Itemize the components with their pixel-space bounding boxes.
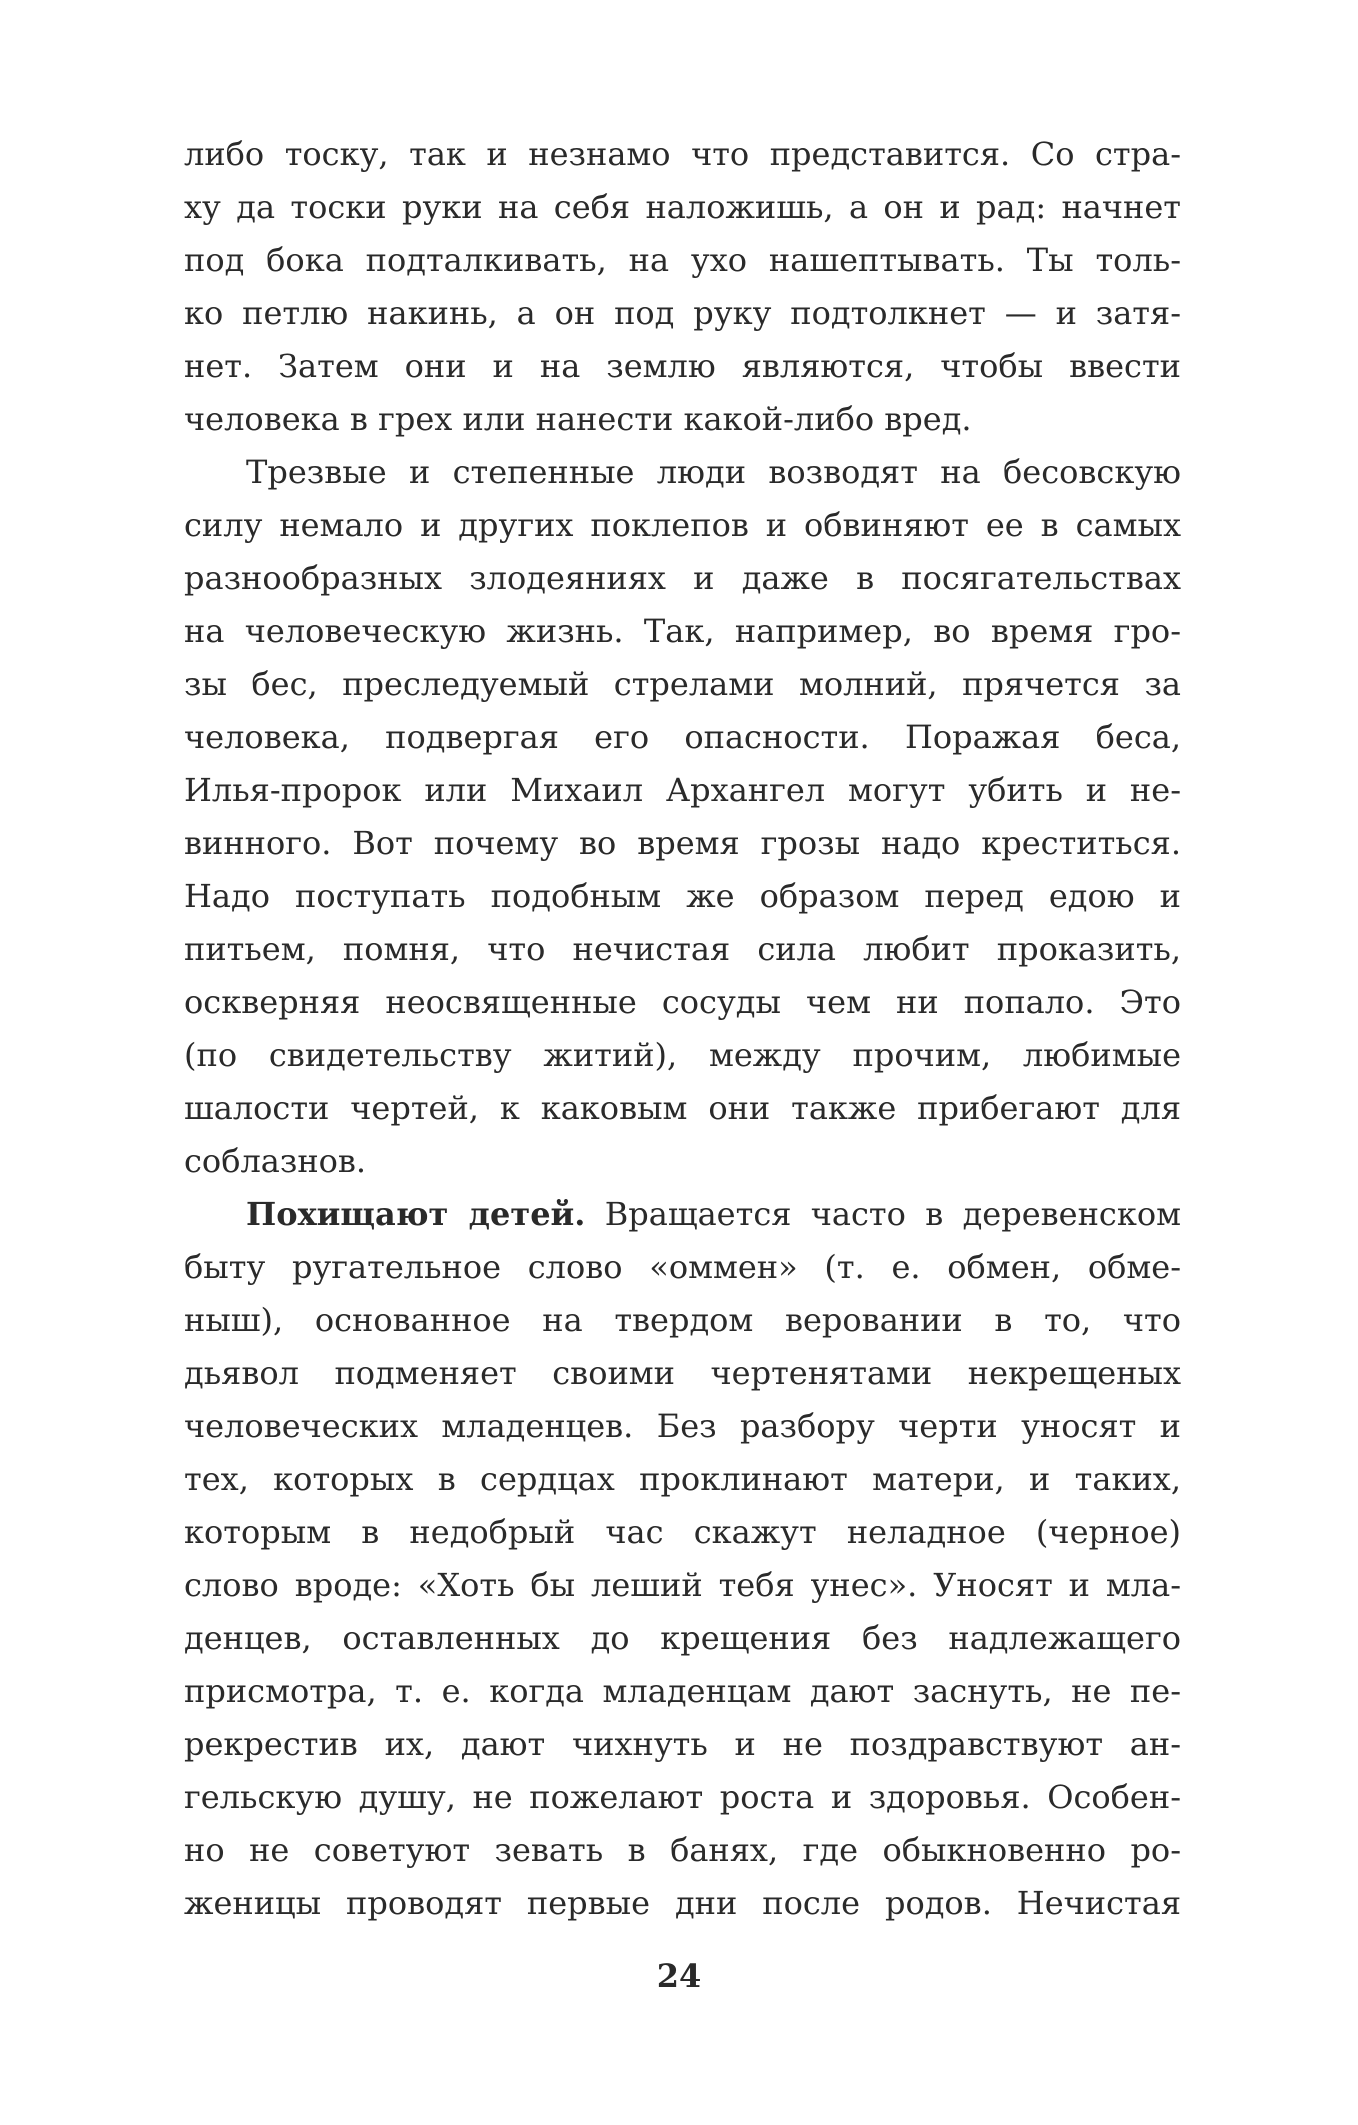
- text-line: силу немало и других поклепов и обвиняют ее в самых: [184, 506, 1181, 544]
- text-line: под бока подталкивать, на ухо нашептывать. Ты толь-: [184, 241, 1181, 279]
- text-line: либо тоску, так и незнамо что представится. Со стра-: [184, 135, 1181, 173]
- text-line: быту ругательное слово «оммен» (т. е. обмен, обме-: [184, 1248, 1181, 1286]
- text-line: ху да тоски руки на себя наложишь, а он и рад: начнет: [184, 188, 1181, 226]
- text-line: соблазнов.: [184, 1142, 367, 1180]
- text-line: оскверняя неосвященные сосуды чем ни попало. Это: [184, 983, 1181, 1021]
- text-line: женицы проводят первые дни после родов. Нечистая: [184, 1884, 1181, 1922]
- text-line: гельскую душу, не пожелают роста и здоровья. Особен-: [184, 1778, 1181, 1816]
- text-line: человеческих младенцев. Без разбору черти уносят и: [184, 1407, 1181, 1445]
- text-line: денцев, оставленных до крещения без надлежащего: [184, 1619, 1181, 1657]
- text-line: (по свидетельству житий), между прочим, любимые: [184, 1036, 1181, 1074]
- text-line: Трезвые и степенные люди возводят на бесовскую: [246, 453, 1181, 491]
- text-line: тех, которых в сердцах проклинают матери, и таких,: [184, 1460, 1181, 1498]
- text-line: шалости чертей, к каковым они также прибегают для: [184, 1089, 1181, 1127]
- section-lead-heading: Похищают детей.: [246, 1195, 586, 1233]
- text-line: нет. Затем они и на землю являются, чтобы ввести: [184, 347, 1181, 385]
- body-text: [184, 128, 1181, 1930]
- text-line: Надо поступать подобным же образом перед едою и: [184, 877, 1181, 915]
- text-line-rest: Вращается часто в деревенском: [585, 1195, 1182, 1233]
- text-line: ныш), основанное на твердом веровании в то, что: [184, 1301, 1181, 1339]
- page-number: 24: [656, 1957, 702, 1995]
- text-line: на человеческую жизнь. Так, например, во время гро-: [184, 612, 1181, 650]
- text-line: винного. Вот почему во время грозы надо креститься.: [184, 824, 1181, 862]
- text-line: разнообразных злодеяниях и даже в посягательствах: [184, 559, 1181, 597]
- text-line: рекрестив их, дают чихнуть и не поздравствуют ан-: [184, 1725, 1181, 1763]
- text-line: зы бес, преследуемый стрелами молний, прячется за: [184, 665, 1181, 703]
- text-line: которым в недобрый час скажут неладное (черное): [184, 1513, 1181, 1551]
- text-line: ко петлю накинь, а он под руку подтолкнет — и затя-: [184, 294, 1181, 332]
- text-line: человека, подвергая его опасности. Поражая беса,: [184, 718, 1181, 756]
- text-line: дьявол подменяет своими чертенятами некрещеных: [184, 1354, 1181, 1392]
- text-line: слово вроде: «Хоть бы леший тебя унес». Уносят и мла-: [184, 1566, 1181, 1604]
- text-line: [184, 1188, 1181, 1241]
- text-line: присмотра, т. е. когда младенцам дают заснуть, не пе-: [184, 1672, 1181, 1710]
- text-line: питьем, помня, что нечистая сила любит проказить,: [184, 930, 1181, 968]
- text-line: Илья-пророк или Михаил Архангел могут убить и не-: [184, 771, 1181, 809]
- text-line: человека в грех или нанести какой-либо вред.: [184, 400, 972, 438]
- text-line: но не советуют зевать в банях, где обыкновенно ро-: [184, 1831, 1181, 1869]
